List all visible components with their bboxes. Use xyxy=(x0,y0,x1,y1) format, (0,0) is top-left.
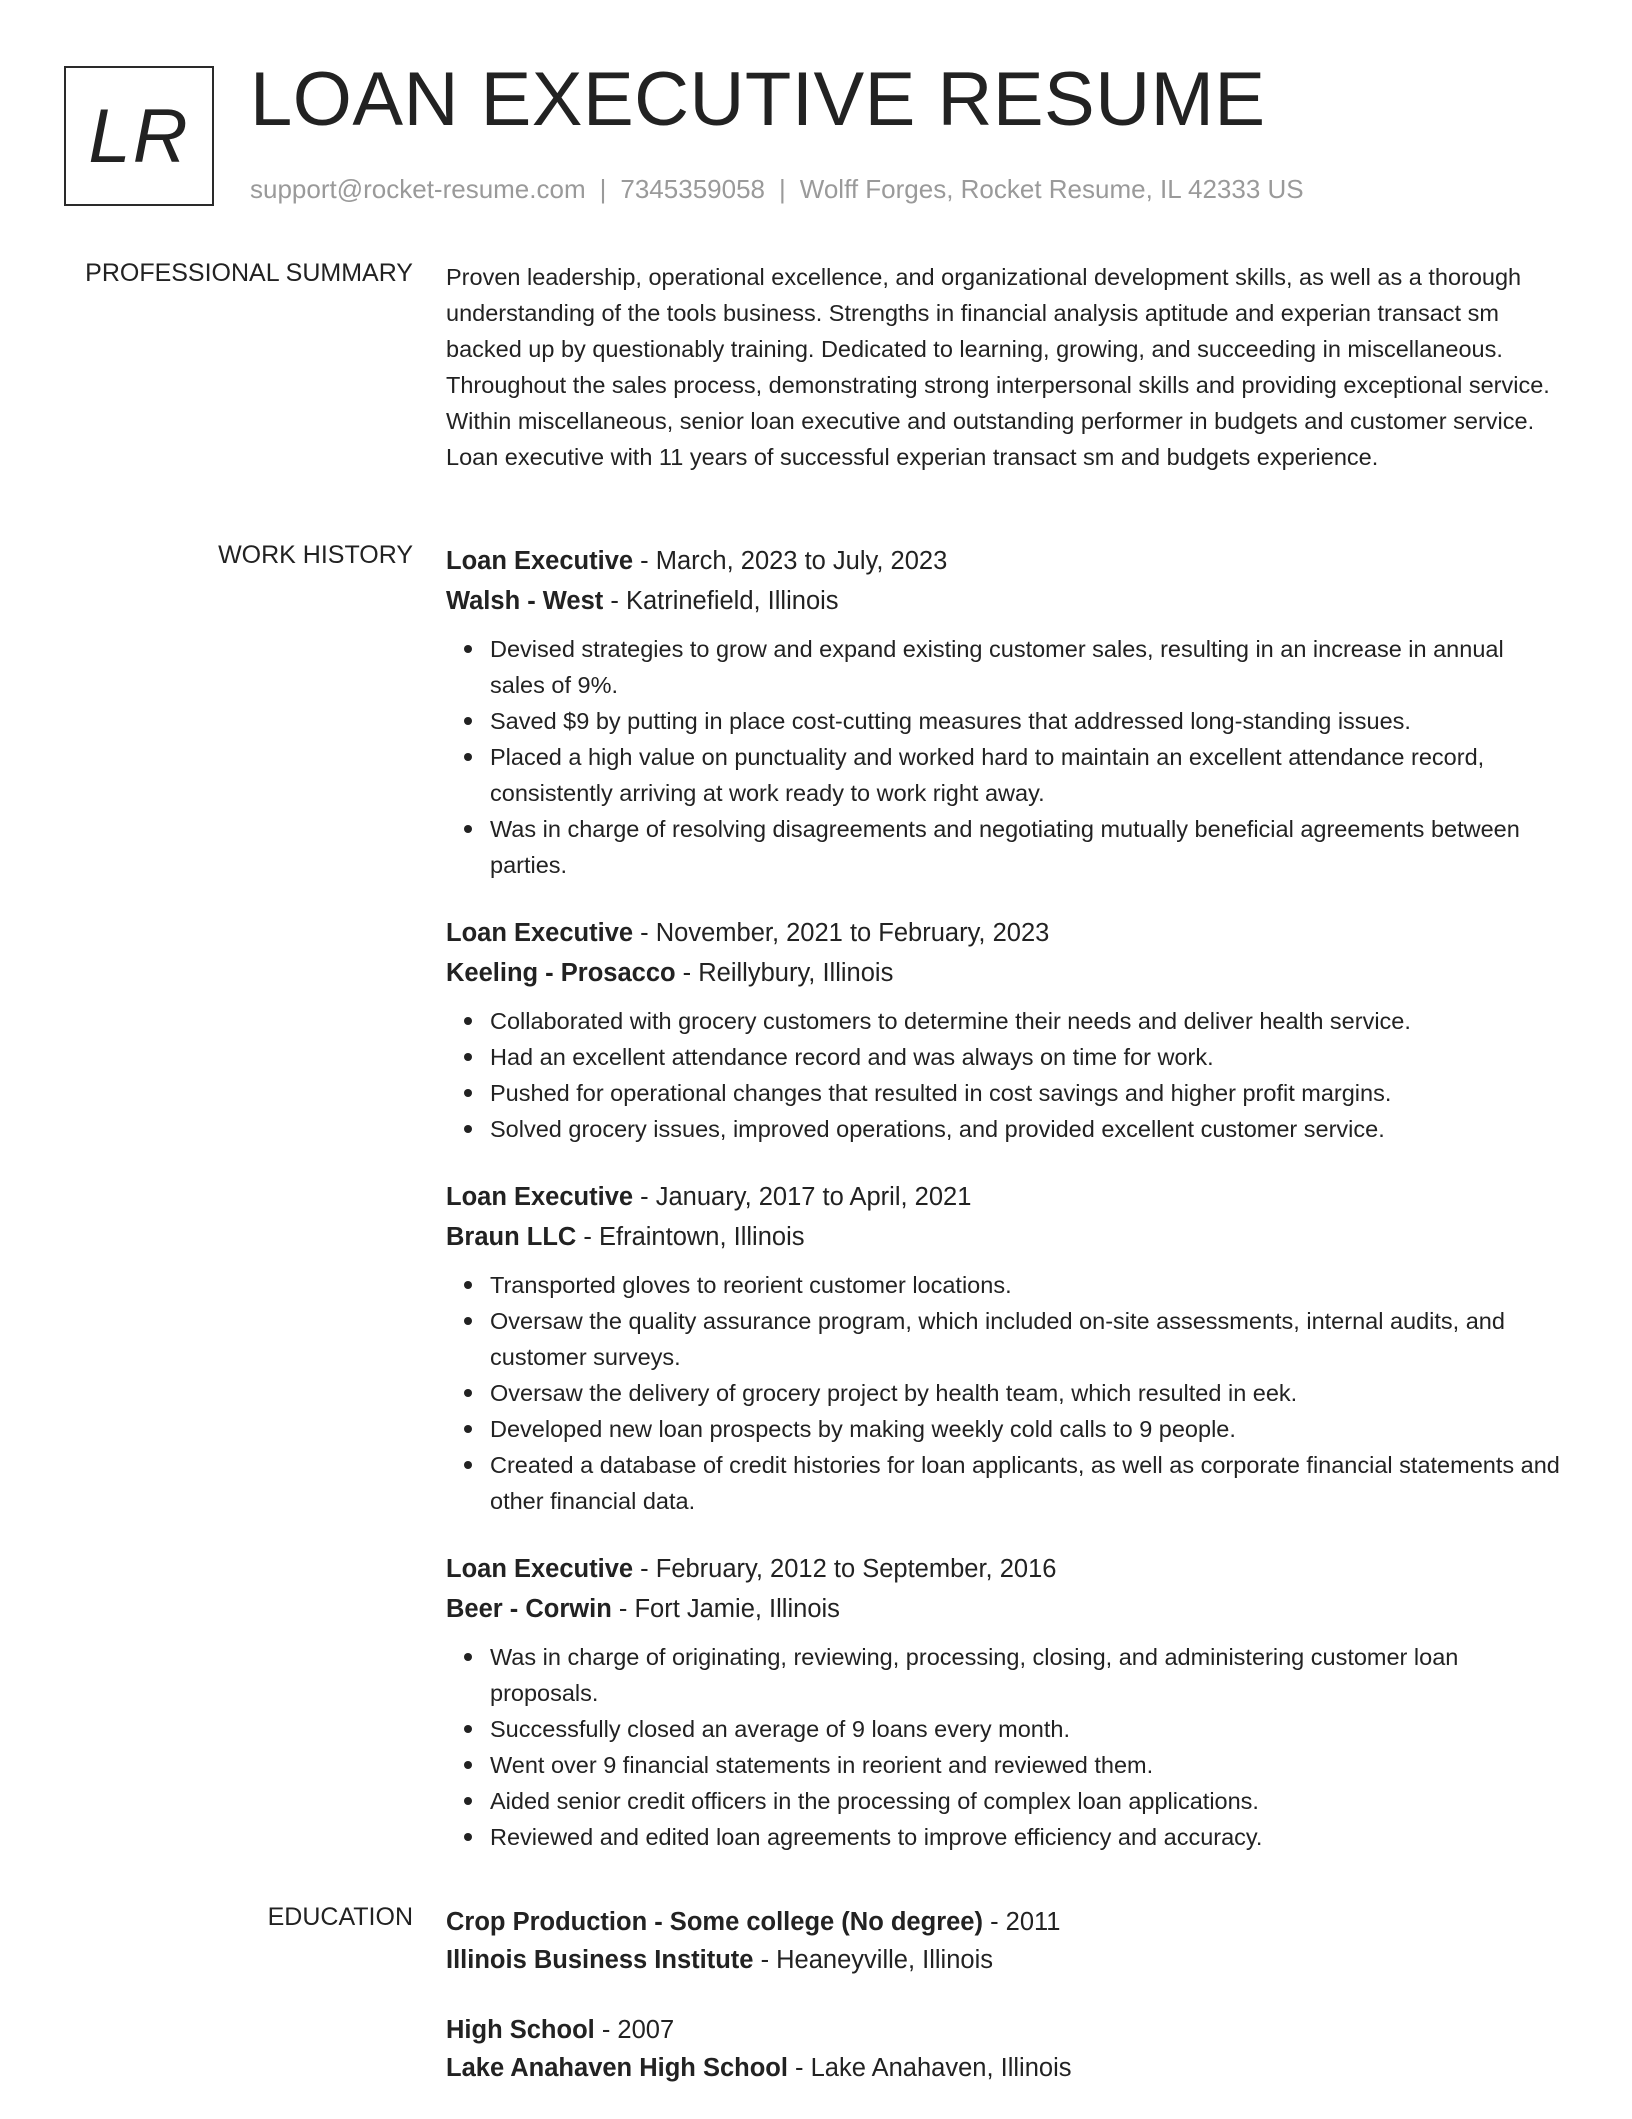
contact-address: Wolff Forges, Rocket Resume, IL 42333 US xyxy=(799,174,1304,204)
job-location: - Katrinefield, Illinois xyxy=(603,587,839,615)
job-company: Keeling - Prosacco xyxy=(446,959,676,987)
job-bullet: Was in charge of originating, reviewing, processing, closing, and administering customer loan proposals. xyxy=(490,1639,1561,1711)
job-company-line xyxy=(446,953,1561,993)
education-degree: High School xyxy=(446,2016,595,2044)
job-title: Loan Executive xyxy=(446,1555,634,1583)
job-bullets xyxy=(446,1267,1561,1519)
education-year: - 2011 xyxy=(982,1908,1061,1936)
job-bullet: Had an excellent attendance record and was always on time for work. xyxy=(490,1039,1561,1075)
job-entry xyxy=(446,1177,1561,1519)
job-company: Walsh - West xyxy=(446,587,604,615)
job-title: Loan Executive xyxy=(446,1183,634,1211)
job-bullet: Devised strategies to grow and expand existing customer sales, resulting in an increase in annual sales of 9%. xyxy=(490,631,1561,703)
job-company: Beer - Corwin xyxy=(446,1595,612,1623)
job-dates: - January, 2017 to April, 2021 xyxy=(633,1183,972,1211)
contact-line xyxy=(250,174,1304,205)
job-bullet: Solved grocery issues, improved operations, and provided excellent customer service. xyxy=(490,1111,1561,1147)
work-body xyxy=(446,541,1561,1885)
job-bullet: Transported gloves to reorient customer locations. xyxy=(490,1267,1561,1303)
job-title-line xyxy=(446,541,1561,581)
education-location: - Heaneyville, Illinois xyxy=(753,1946,993,1974)
education-school-line xyxy=(446,1941,1561,1979)
job-bullet: Developed new loan prospects by making weekly cold calls to 9 people. xyxy=(490,1411,1561,1447)
resume-title: LOAN EXECUTIVE RESUME xyxy=(250,57,1266,142)
job-location: - Fort Jamie, Illinois xyxy=(611,1595,840,1623)
job-company-line xyxy=(446,1217,1561,1257)
education-year: - 2007 xyxy=(594,2016,675,2044)
job-entry xyxy=(446,1549,1561,1855)
job-entry xyxy=(446,913,1561,1147)
job-company-line xyxy=(446,581,1561,621)
section-label-education: EDUCATION xyxy=(267,1903,413,1931)
job-dates: - November, 2021 to February, 2023 xyxy=(633,919,1050,947)
job-title-line xyxy=(446,1549,1561,1589)
job-bullet: Placed a high value on punctuality and worked hard to maintain an excellent attendance record, consistently arriving at work ready to work right away. xyxy=(490,739,1561,811)
job-bullet: Went over 9 financial statements in reorient and reviewed them. xyxy=(490,1747,1561,1783)
job-bullets xyxy=(446,1639,1561,1855)
job-title: Loan Executive xyxy=(446,547,634,575)
job-bullet: Created a database of credit histories for loan applicants, as well as corporate financial statements and other financial data. xyxy=(490,1447,1561,1519)
summary-body xyxy=(446,259,1561,475)
job-bullet: Oversaw the delivery of grocery project by health team, which resulted in eek. xyxy=(490,1375,1561,1411)
job-dates: - February, 2012 to September, 2016 xyxy=(633,1555,1057,1583)
job-bullet: Saved $9 by putting in place cost-cutting measures that addressed long-standing issues. xyxy=(490,703,1561,739)
job-bullet: Was in charge of resolving disagreements and negotiating mutually beneficial agreements between parties. xyxy=(490,811,1561,883)
job-bullet: Aided senior credit officers in the processing of complex loan applications. xyxy=(490,1783,1561,1819)
education-school: Lake Anahaven High School xyxy=(446,2054,788,2082)
job-company-line xyxy=(446,1589,1561,1629)
job-title-line xyxy=(446,913,1561,953)
education-location: - Lake Anahaven, Illinois xyxy=(787,2054,1072,2082)
job-company: Braun LLC xyxy=(446,1223,577,1251)
job-title: Loan Executive xyxy=(446,919,634,947)
contact-email: support@rocket-resume.com xyxy=(250,174,586,204)
education-body xyxy=(446,1903,1561,2119)
education-entry xyxy=(446,1903,1561,1979)
summary-text: Proven leadership, operational excellence, and organizational development skills, as well as a thorough understanding of the tools business. Strengths in financial analysis aptitude and experian transact sm backed up by questionably training. Dedicated to learning, growing, and succeeding in miscellaneous. Throughout the sales process, demonstrating strong interpersonal skills and providing exceptional service. Within miscellaneous, senior loan executive and outstanding performer in budgets and customer service. Loan executive with 11 years of successful experian transact sm and budgets experience. xyxy=(446,264,1550,470)
job-location: - Reillybury, Illinois xyxy=(675,959,894,987)
job-entry xyxy=(446,541,1561,883)
job-bullet: Pushed for operational changes that resulted in cost savings and higher profit margins. xyxy=(490,1075,1561,1111)
education-school: Illinois Business Institute xyxy=(446,1946,754,1974)
job-location: - Efraintown, Illinois xyxy=(576,1223,805,1251)
job-dates: - March, 2023 to July, 2023 xyxy=(633,547,948,575)
education-degree-line xyxy=(446,1903,1561,1941)
contact-separator: | xyxy=(599,174,607,204)
job-title-line xyxy=(446,1177,1561,1217)
section-label-work: WORK HISTORY xyxy=(218,541,413,569)
job-bullet: Reviewed and edited loan agreements to improve efficiency and accuracy. xyxy=(490,1819,1561,1855)
job-bullet: Collaborated with grocery customers to determine their needs and deliver health service. xyxy=(490,1003,1561,1039)
education-school-line xyxy=(446,2049,1561,2087)
job-bullets xyxy=(446,631,1561,883)
education-degree-line xyxy=(446,2011,1561,2049)
monogram-initials: LR xyxy=(88,93,190,179)
contact-phone: 7345359058 xyxy=(620,174,765,204)
monogram-box xyxy=(64,66,214,206)
education-entry xyxy=(446,2011,1561,2087)
section-label-summary: PROFESSIONAL SUMMARY xyxy=(85,259,413,287)
contact-separator: | xyxy=(779,174,786,204)
job-bullets xyxy=(446,1003,1561,1147)
job-bullet: Oversaw the quality assurance program, which included on-site assessments, internal audits, and customer surveys. xyxy=(490,1303,1561,1375)
job-bullet: Successfully closed an average of 9 loans every month. xyxy=(490,1711,1561,1747)
education-degree: Crop Production - Some college (No degree) xyxy=(446,1908,983,1936)
